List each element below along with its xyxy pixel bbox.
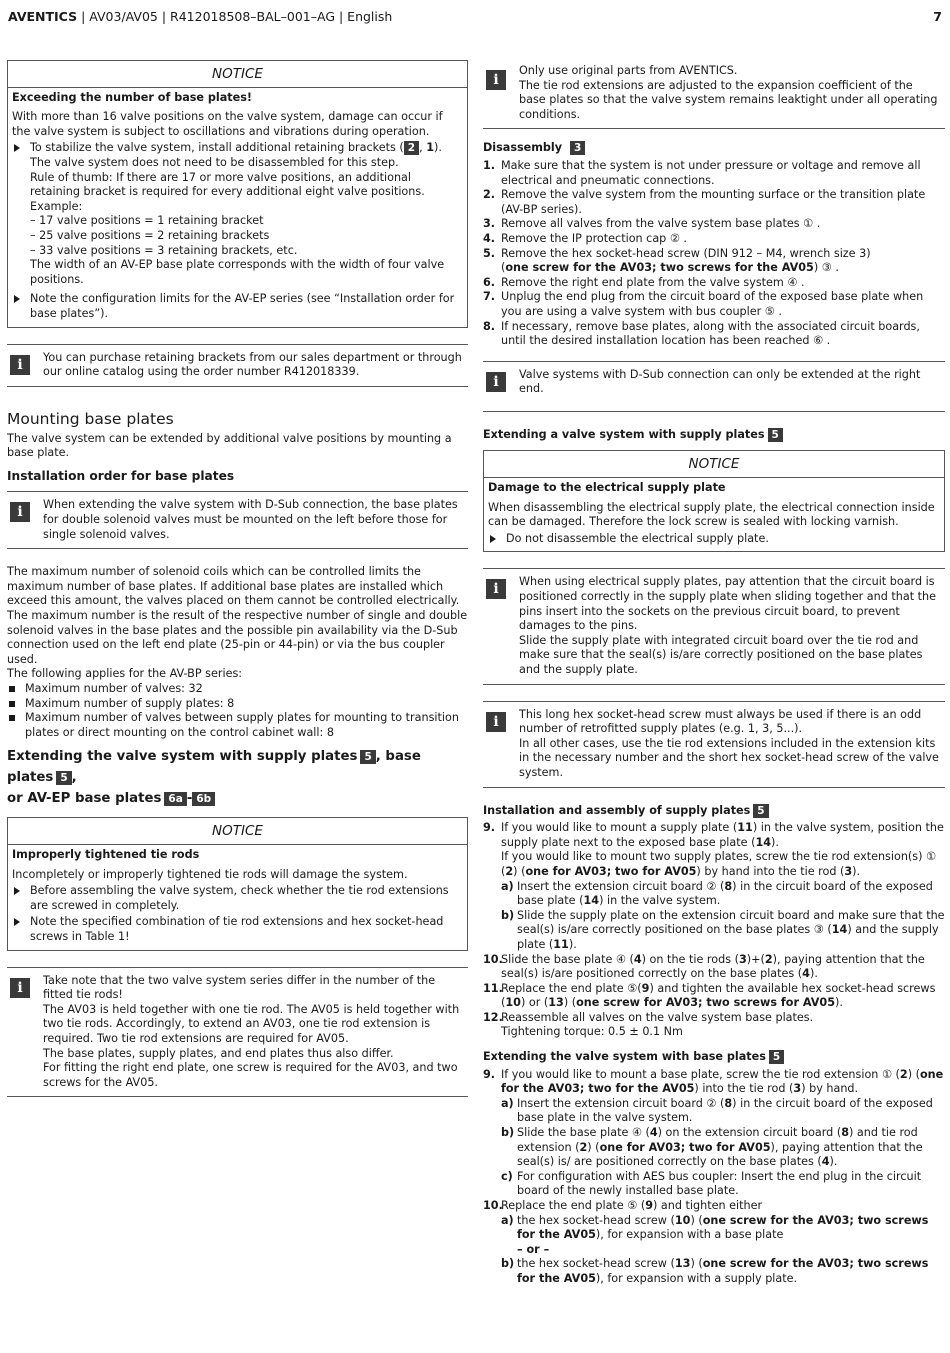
notice-subtitle: Damage to the electrical supply plate [488, 481, 726, 495]
list-subitem: a) Insert the extension circuit board ② (8) in the circuit board of the exposed base plate (14) in the valve system. [501, 879, 933, 908]
list-item: 10. Slide the base plate ④ (4) on the tie rods (3)+(2), paying attention that the seal(s) is/are positioned correctly on the base plates (4). [483, 952, 925, 981]
info-original-parts: i Only use original parts from AVENTICS. The tie rod extensions are adjusted to the expansion coefficient of the base plates so that the valve system remains leaktight under all operating conditions. [483, 60, 945, 129]
notice-bullet: Before assembling the valve system, check whether the tie rod extensions are screwed in completely. [12, 884, 462, 913]
notice-subtitle: Exceeding the number of base plates! [12, 90, 253, 104]
info-icon: i [10, 355, 30, 375]
page-number: 7 [933, 9, 942, 24]
list-item: 8. If necessary, remove base plates, along with the associated circuit boards, until the desired installation location has been reached ⑥ . [483, 319, 920, 348]
paragraph: The maximum number is the result of the respective number of single and double solenoid valves in the base plates and the possible pin availability via the D-Sub connection used on the left end plate (25-pin or 44-pin) or via the bus coupler used. [7, 609, 468, 666]
list-item: Maximum number of valves: 32 [7, 682, 468, 697]
list-item: 4. Remove the IP protection cap ② . [483, 231, 687, 245]
notice-tie-rods: NOTICE Improperly tightened tie rods Incompletely or improperly tightened tie rods will damage the system. Before assembling the valve system, check whether the tie rod extensions are screwed in completely. Note the specified combination of tie rod extensions and hex socket-head screws in Table 1! [7, 817, 468, 950]
notice-bullet: Do not disassemble the electrical supply plate. [488, 532, 939, 547]
list-item: 1. Make sure that the system is not under pressure or voltage and remove all electrical and pneumatic connections. [483, 158, 921, 187]
heading-installation-order: Installation order for base plates [7, 468, 235, 483]
list-subitem: b) the hex socket-head screw (13) (one screw for the AV03; two screws for the AV05), for expansion with a supply plate. [501, 1257, 929, 1285]
notice-base-plates [7, 60, 468, 328]
list-item: 5. Remove the hex socket-head screw (DIN 912 – M4, wrench size 3) (one screw for the AV03; two screws for the AV05) ③ . [483, 246, 871, 275]
heading-extending-supply: Extending a valve system with supply plates 5 [483, 428, 945, 443]
info-dsub-right: i Valve systems with D-Sub connection can only be extended at the right end. [483, 361, 945, 412]
notice-bullet: To stabilize the valve system, install additional retaining brackets ( 2 , 1). The valve system does not need to be disassembled for this step. Rule of thumb: If there are 17 or more valve positions, an additional retaining bracket is required for every additional eight valve positions. Example: – 17 valve positions = 1 retaining bracket – 25 valve positions = 2 retaining brackets – 33 valve positions = 3 retaining brackets, etc. The width of an AV-EP base plate corresponds with the width of four valve positions. [12, 141, 462, 287]
list-item: 6. Remove the right end plate from the valve system ④ . [483, 275, 805, 289]
notice-subtitle: Improperly tightened tie rods [12, 847, 200, 861]
paragraph: The following applies for the AV-BP series: [7, 667, 243, 681]
list-item: 2. Remove the valve system from the mounting surface or the transition plate (AV-BP series). [483, 188, 926, 216]
paragraph: The maximum number of solenoid coils which can be controlled limits the maximum number of base plates. If additional base plates are installed which exceed this amount, the valves placed on them cannot be controlled electrically. [7, 565, 460, 608]
list-item: Maximum number of valves between supply plates for mounting to transition plates or direct mounting on the control cabinet wall: 8 [7, 711, 468, 740]
list-subitem: a) the hex socket-head screw (10) (one screw for the AV03; two screws for the AV05), for expansion with a base plate – or – [501, 1213, 929, 1256]
doc-reference: | AV03/AV05 | R412018508–BAL–001–AG | English [77, 9, 393, 24]
list-subitem: b) Slide the supply plate on the extension circuit board and make sure that the seal(s) is/are correctly positioned on the base plates ③ (14) and the supply plate (11). [501, 908, 945, 951]
heading-disassembly: Disassembly 3 [483, 141, 945, 156]
list-item: 9. If you would like to mount a supply plate (11) in the valve system, position the supply plate next to the exposed base plate (14). If you would like to mount two supply plates, screw the tie rod extension(s) ① (2) (one for AV03; two for AV05) by hand into the tie rod (3). [483, 821, 944, 878]
info-circuit-board: i When using electrical supply plates, pay attention that the circuit board is positioned correctly in the supply plate when sliding together and that the pins insert into the sockets on the previous circuit board, to prevent damages to the pins. Slide the supply plate with integrated circuit board over the tie rod and make sure that the seal(s) is/are correctly positioned on the base plates and the supply plate. [483, 568, 945, 684]
info-icon: i [486, 372, 506, 392]
notice-text: With more than 16 valve positions on the valve system, damage can occur if the valve system is subject to oscillations and vibrations during operation. [12, 110, 443, 138]
page-header [8, 9, 942, 27]
list-item: 7. Unplug the end plug from the circuit board of the exposed base plate when you are using a valve system with bus coupler ⑤ . [483, 290, 924, 318]
notice-title: NOTICE [8, 818, 467, 845]
info-tie-rods: i Take note that the two valve system series differ in the number of the fitted tie rods! The AV03 is held together with one tie rod. The AV05 is held together with two tie rods. Accordingly, to extend an AV03, one tie rod extension is required. Two tie rod extensions are required for AV05. The base plates, supply plates, and end plates thus also differ. For fitting the right end plate, one screw is required for the AV03, and two screws for the AV05. [7, 967, 468, 1098]
notice-title: NOTICE [8, 61, 467, 88]
figure-ref: 2 [404, 141, 419, 155]
brand-name: AVENTICS [8, 9, 78, 24]
notice-title: NOTICE [484, 451, 944, 478]
list-subitem: b) Slide the base plate ④ (4) on the extension circuit board (8) and tie rod extension (2) (one for AV03; two for AV05), paying attention that the seal(s) is/ are positioned correctly on the base plates (4). [501, 1126, 923, 1169]
info-icon: i [486, 712, 506, 732]
left-column [7, 60, 468, 1113]
info-dsub-order: i When extending the valve system with D-Sub connection, the base plates for double solenoid valves must be mounted on the left before those for single solenoid valves. [7, 491, 468, 549]
paragraph: The valve system can be extended by additional valve positions by mounting a base plate. [7, 431, 452, 460]
right-column [483, 60, 945, 1287]
heading-extending-valve-system: Extending the valve system with supply plates 5 , base plates 5 , or AV-EP base plates 6a - 6b [7, 749, 421, 807]
notice-supply-plate: NOTICE Damage to the electrical supply plate When disassembling the electrical supply plate, the electrical connection inside can be damaged. Therefore the lock screw is sealed with locking varnish. Do not disassemble the electrical supply plate. [483, 450, 945, 552]
list-item: Maximum number of supply plates: 8 [7, 697, 468, 712]
heading-extending-base: Extending the valve system with base plates 5 [483, 1050, 945, 1065]
heading-installation-supply: Installation and assembly of supply plates 5 [483, 804, 945, 819]
info-retaining-brackets: i You can purchase retaining brackets from our sales department or through our online catalog using the order number R412018339. [7, 344, 468, 387]
info-icon: i [486, 579, 506, 599]
notice-bullet: Note the specified combination of tie rod extensions and hex socket-head screws in Table 1! [12, 915, 462, 944]
heading-mounting-base-plates: Mounting base plates [7, 409, 174, 428]
info-icon: i [486, 70, 506, 90]
info-long-screw: i This long hex socket-head screw must always be used if there is an odd number of retrofitted supply plates (e.g. 1, 3, 5...). In all other cases, use the tie rod extensions included in the extension kits in the necessary number and the short hex socket-head screw of the valve system. [483, 701, 945, 788]
list-item: 3. Remove all valves from the valve system base plates ① . [483, 217, 821, 231]
list-item: 10. Replace the end plate ⑤ (9) and tighten either [483, 1199, 763, 1212]
info-icon: i [10, 978, 30, 998]
list-subitem: a) Insert the extension circuit board ② (8) in the circuit board of the exposed base plate in the valve system. [501, 1096, 933, 1125]
info-icon: i [10, 502, 30, 522]
list-subitem: c) For configuration with AES bus coupler: Insert the end plug in the circuit board of the newly installed base plate. [501, 1169, 922, 1198]
list-item: 9. If you would like to mount a base plate, screw the tie rod extension ① (2) (one for the AV03; two for the AV05) into the tie rod (3) by hand. [483, 1067, 944, 1096]
notice-bullet: Note the configuration limits for the AV-EP series (see “Installation order for base plates”). [12, 292, 462, 321]
list-item: 11. Replace the end plate ⑤(9) and tighten the available hex socket-head screws (10) or (13) (one screw for AV03; two screws for AV05). [483, 981, 936, 1010]
list-item: 12. Reassemble all valves on the valve system base plates. Tightening torque: 0.5 ± 0.1 Nm [483, 1010, 814, 1039]
